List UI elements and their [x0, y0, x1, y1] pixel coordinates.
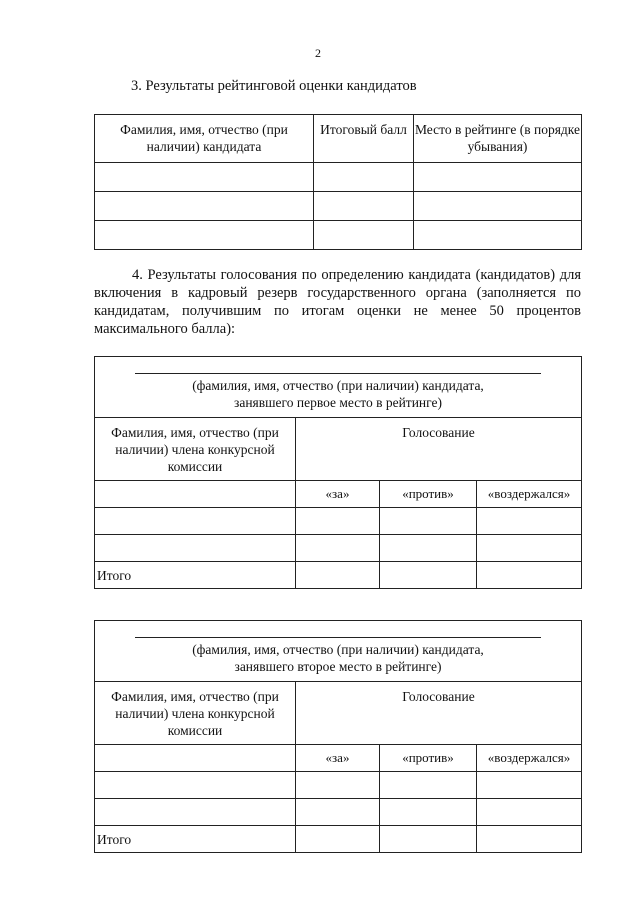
table-cell[interactable] [414, 163, 582, 192]
table-cell[interactable] [95, 192, 314, 221]
vote-for-header: «за» [296, 745, 380, 772]
caption-text [95, 621, 581, 675]
table-cell[interactable] [477, 535, 582, 562]
table-cell[interactable] [380, 562, 477, 589]
candidate-caption [95, 357, 582, 418]
caption-line-2: занявшего первое место в рейтинге) [234, 395, 442, 410]
table-cell[interactable] [95, 163, 314, 192]
table-cell[interactable] [380, 508, 477, 535]
vote-abstain-header: «воздержался» [477, 481, 582, 508]
voting-header: Голосование [296, 418, 582, 481]
section3-title: 3. Результаты рейтинговой оценки кандидатов [131, 78, 417, 94]
table-cell[interactable] [414, 221, 582, 250]
section4-text: 4. Результаты голосования по определению кандидата (кандидатов) для включения в кадровый резерв государственного органа (заполняется по кандидатам, получившим по итогам оценки не менее 50 процентов максимального балла): [94, 267, 581, 337]
table-row [95, 508, 582, 535]
member-header: Фамилия, имя, отчество (при наличии) члена конкурсной комиссии [95, 682, 296, 745]
table-cell[interactable] [477, 772, 582, 799]
total-label: Итого [95, 826, 296, 853]
table-cell[interactable] [296, 826, 380, 853]
vote-table-first [94, 356, 582, 589]
table-cell[interactable] [380, 535, 477, 562]
table-cell[interactable] [380, 799, 477, 826]
table-cell[interactable] [314, 163, 414, 192]
table-cell[interactable] [477, 799, 582, 826]
member-header: Фамилия, имя, отчество (при наличии) члена конкурсной комиссии [95, 418, 296, 481]
table-cell[interactable] [477, 562, 582, 589]
table-cell[interactable] [95, 508, 296, 535]
table-cell[interactable] [380, 826, 477, 853]
table-cell[interactable] [95, 481, 296, 508]
candidate-caption [95, 621, 582, 682]
caption-line-2: занявшего второе место в рейтинге) [234, 659, 442, 674]
table-cell[interactable] [296, 772, 380, 799]
caption-line-1: (фамилия, имя, отчество (при наличии) кандидата, [192, 378, 484, 393]
page-number: 2 [315, 46, 321, 60]
caption-line-1: (фамилия, имя, отчество (при наличии) кандидата, [192, 642, 484, 657]
section4-paragraph [94, 266, 581, 338]
caption-text [95, 357, 581, 411]
table-cell[interactable] [314, 192, 414, 221]
table-row [95, 192, 582, 221]
vote-subheader-row [95, 481, 582, 508]
rating-table-header-row [95, 115, 582, 163]
table-row [95, 799, 582, 826]
vote-for-header: «за» [296, 481, 380, 508]
vote-against-header: «против» [380, 481, 477, 508]
table-row [95, 772, 582, 799]
vote-caption-row [95, 621, 582, 682]
vote-table-second [94, 620, 582, 853]
vote-header-row [95, 682, 582, 745]
rating-header-name: Фамилия, имя, отчество (при наличии) кандидата [95, 115, 314, 163]
table-cell[interactable] [95, 221, 314, 250]
table-cell[interactable] [95, 772, 296, 799]
vote-subheader-row [95, 745, 582, 772]
total-row [95, 562, 582, 589]
table-cell[interactable] [95, 745, 296, 772]
voting-header: Голосование [296, 682, 582, 745]
table-cell[interactable] [95, 535, 296, 562]
vote-caption-row [95, 357, 582, 418]
table-cell[interactable] [296, 799, 380, 826]
rating-header-score: Итоговый балл [314, 115, 414, 163]
table-cell[interactable] [477, 826, 582, 853]
rating-table [94, 114, 582, 250]
vote-against-header: «против» [380, 745, 477, 772]
vote-header-row [95, 418, 582, 481]
table-cell[interactable] [314, 221, 414, 250]
rating-header-place: Место в рейтинге (в порядке убывания) [414, 115, 582, 163]
table-cell[interactable] [380, 772, 477, 799]
table-cell[interactable] [414, 192, 582, 221]
table-cell[interactable] [477, 508, 582, 535]
table-row [95, 221, 582, 250]
table-row [95, 535, 582, 562]
total-row [95, 826, 582, 853]
table-cell[interactable] [296, 562, 380, 589]
table-cell[interactable] [296, 535, 380, 562]
total-label: Итого [95, 562, 296, 589]
vote-abstain-header: «воздержался» [477, 745, 582, 772]
candidate-name-line[interactable] [135, 637, 541, 638]
table-cell[interactable] [296, 508, 380, 535]
table-row [95, 163, 582, 192]
table-cell[interactable] [95, 799, 296, 826]
candidate-name-line[interactable] [135, 373, 541, 374]
